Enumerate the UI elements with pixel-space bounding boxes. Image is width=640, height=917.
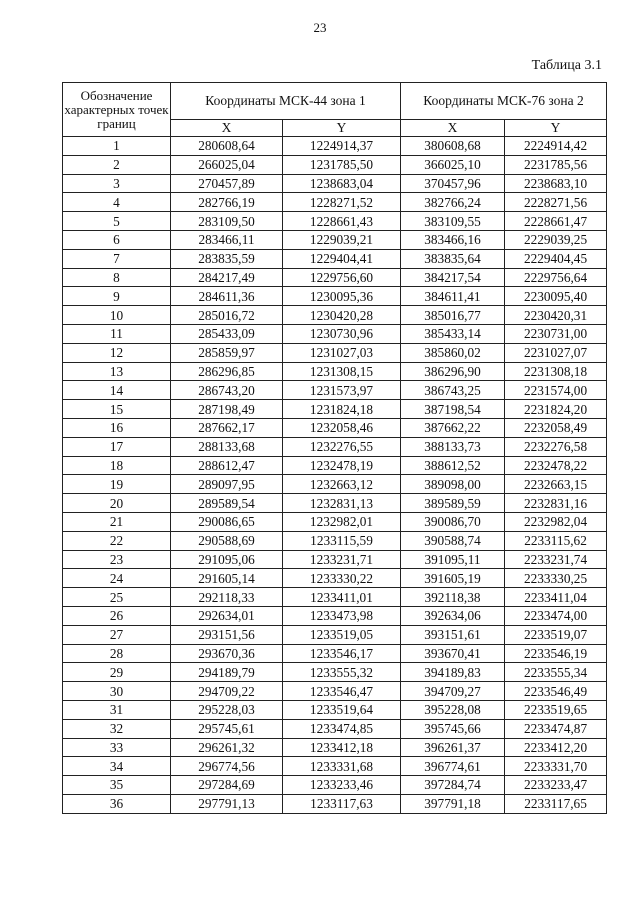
table-row [63,381,607,400]
cell-zone2-x: 383109,55 [401,212,505,231]
cell-zone1-x: 283835,59 [171,249,283,268]
header-zone2: Координаты МСК-76 зона 2 [401,83,607,120]
cell-zone1-y: 1233330,22 [283,569,401,588]
cell-zone2-x: 391605,19 [401,569,505,588]
cell-zone2-x: 387662,22 [401,418,505,437]
header-zone1: Координаты МСК-44 зона 1 [171,83,401,120]
cell-zone1-x: 296261,32 [171,738,283,757]
cell-zone2-x: 388612,52 [401,456,505,475]
cell-zone2-y: 2228661,47 [505,212,607,231]
cell-zone1-y: 1229404,41 [283,249,401,268]
cell-zone1-y: 1232663,12 [283,475,401,494]
table-row [63,494,607,513]
cell-point: 10 [63,306,171,325]
cell-point: 33 [63,738,171,757]
cell-point: 15 [63,400,171,419]
cell-zone1-x: 290086,65 [171,512,283,531]
cell-zone1-y: 1233519,05 [283,625,401,644]
cell-zone1-x: 293151,56 [171,625,283,644]
cell-zone2-x: 383835,64 [401,249,505,268]
cell-zone1-y: 1231308,15 [283,362,401,381]
cell-zone1-y: 1233519,64 [283,700,401,719]
cell-zone1-x: 288612,47 [171,456,283,475]
cell-point: 19 [63,475,171,494]
table-row [63,682,607,701]
cell-zone2-y: 2231308,18 [505,362,607,381]
page-number: 23 [313,20,327,35]
cell-zone1-x: 295228,03 [171,700,283,719]
cell-zone2-y: 2231574,00 [505,381,607,400]
cell-zone2-y: 2229039,25 [505,230,607,249]
cell-zone2-y: 2232058,49 [505,418,607,437]
table-row [63,268,607,287]
cell-zone1-x: 287198,49 [171,400,283,419]
cell-zone2-y: 2232982,04 [505,512,607,531]
cell-zone1-x: 286296,85 [171,362,283,381]
cell-point: 12 [63,343,171,362]
cell-zone1-y: 1233115,59 [283,531,401,550]
cell-zone1-x: 294709,22 [171,682,283,701]
table-row [63,174,607,193]
header-zone1-x: X [171,120,283,137]
table-row [63,324,607,343]
cell-zone2-x: 384217,54 [401,268,505,287]
cell-zone1-x: 291095,06 [171,550,283,569]
cell-zone1-x: 292118,33 [171,588,283,607]
cell-point: 11 [63,324,171,343]
cell-point: 16 [63,418,171,437]
cell-zone1-x: 293670,36 [171,644,283,663]
cell-zone1-x: 285016,72 [171,306,283,325]
table-row [63,719,607,738]
cell-zone2-x: 386296,90 [401,362,505,381]
table-row [63,475,607,494]
cell-zone1-y: 1232831,13 [283,494,401,513]
cell-zone2-x: 366025,10 [401,155,505,174]
cell-zone1-y: 1232058,46 [283,418,401,437]
cell-zone2-y: 2233115,62 [505,531,607,550]
table-row [63,794,607,813]
table-row [63,644,607,663]
cell-point: 30 [63,682,171,701]
cell-zone2-y: 2228271,56 [505,193,607,212]
cell-zone1-y: 1233546,47 [283,682,401,701]
cell-zone2-x: 370457,96 [401,174,505,193]
cell-zone1-y: 1228661,43 [283,212,401,231]
cell-zone1-x: 284611,36 [171,287,283,306]
cell-point: 29 [63,663,171,682]
cell-point: 20 [63,494,171,513]
table-row [63,249,607,268]
cell-zone2-x: 394189,83 [401,663,505,682]
cell-zone2-x: 389098,00 [401,475,505,494]
table-caption: Таблица 3.1 [531,58,602,73]
cell-zone1-y: 1230420,28 [283,306,401,325]
cell-zone2-x: 394709,27 [401,682,505,701]
cell-zone1-y: 1233233,46 [283,776,401,795]
table-row [63,212,607,231]
cell-zone2-y: 2231027,07 [505,343,607,362]
cell-zone1-x: 282766,19 [171,193,283,212]
cell-zone2-x: 385433,14 [401,324,505,343]
table-row [63,456,607,475]
cell-zone1-y: 1233546,17 [283,644,401,663]
cell-zone1-x: 290588,69 [171,531,283,550]
cell-zone2-x: 395745,66 [401,719,505,738]
cell-zone1-y: 1233331,68 [283,757,401,776]
cell-zone2-y: 2224914,42 [505,137,607,156]
coordinates-table [62,82,607,814]
cell-zone2-y: 2238683,10 [505,174,607,193]
cell-zone1-y: 1224914,37 [283,137,401,156]
cell-zone2-y: 2233330,25 [505,569,607,588]
cell-zone2-y: 2232478,22 [505,456,607,475]
cell-zone1-x: 296774,56 [171,757,283,776]
cell-zone2-y: 2233474,00 [505,606,607,625]
table-row [63,362,607,381]
cell-zone1-x: 285433,09 [171,324,283,343]
cell-point: 32 [63,719,171,738]
cell-zone2-y: 2229756,64 [505,268,607,287]
table-row [63,738,607,757]
cell-zone2-y: 2232663,15 [505,475,607,494]
cell-zone1-x: 270457,89 [171,174,283,193]
table-row [63,418,607,437]
header-zone1-y: Y [283,120,401,137]
cell-zone1-x: 287662,17 [171,418,283,437]
table-row [63,437,607,456]
header-zone2-y: Y [505,120,607,137]
cell-zone1-x: 292634,01 [171,606,283,625]
cell-zone1-y: 1233412,18 [283,738,401,757]
table-row [63,550,607,569]
cell-zone1-x: 285859,97 [171,343,283,362]
cell-point: 27 [63,625,171,644]
cell-zone2-y: 2232831,16 [505,494,607,513]
cell-point: 18 [63,456,171,475]
cell-zone2-y: 2230731,00 [505,324,607,343]
cell-zone1-x: 266025,04 [171,155,283,174]
cell-point: 3 [63,174,171,193]
cell-zone1-y: 1229039,21 [283,230,401,249]
cell-zone2-x: 392118,38 [401,588,505,607]
cell-zone2-x: 385016,77 [401,306,505,325]
cell-zone2-y: 2233546,49 [505,682,607,701]
cell-zone2-x: 390086,70 [401,512,505,531]
header-point-label: Обозначение характерных точек границ [63,83,171,137]
table-row [63,569,607,588]
cell-zone1-y: 1238683,04 [283,174,401,193]
cell-zone2-y: 2229404,45 [505,249,607,268]
cell-zone1-y: 1228271,52 [283,193,401,212]
cell-zone2-x: 383466,16 [401,230,505,249]
cell-zone1-x: 283466,11 [171,230,283,249]
cell-zone1-x: 283109,50 [171,212,283,231]
cell-zone1-x: 297284,69 [171,776,283,795]
cell-zone2-y: 2233233,47 [505,776,607,795]
cell-zone2-y: 2233546,19 [505,644,607,663]
cell-zone1-y: 1233555,32 [283,663,401,682]
cell-point: 4 [63,193,171,212]
cell-zone1-x: 297791,13 [171,794,283,813]
cell-zone2-y: 2231785,56 [505,155,607,174]
cell-zone2-y: 2233331,70 [505,757,607,776]
cell-point: 31 [63,700,171,719]
cell-zone2-x: 380608,68 [401,137,505,156]
cell-zone1-y: 1233231,71 [283,550,401,569]
cell-zone2-y: 2233519,07 [505,625,607,644]
cell-point: 8 [63,268,171,287]
cell-point: 24 [63,569,171,588]
cell-zone1-y: 1230095,36 [283,287,401,306]
table-row [63,306,607,325]
table-row [63,193,607,212]
cell-point: 6 [63,230,171,249]
cell-zone1-y: 1233117,63 [283,794,401,813]
cell-zone2-y: 2231824,20 [505,400,607,419]
cell-zone1-y: 1231027,03 [283,343,401,362]
cell-point: 26 [63,606,171,625]
cell-point: 22 [63,531,171,550]
cell-zone1-y: 1233473,98 [283,606,401,625]
cell-zone2-x: 395228,08 [401,700,505,719]
cell-point: 17 [63,437,171,456]
cell-zone1-y: 1232478,19 [283,456,401,475]
cell-zone1-x: 284217,49 [171,268,283,287]
cell-point: 28 [63,644,171,663]
cell-zone1-y: 1230730,96 [283,324,401,343]
cell-zone1-y: 1233411,01 [283,588,401,607]
table-row [63,531,607,550]
cell-zone2-x: 397791,18 [401,794,505,813]
table-row [63,663,607,682]
table-row [63,606,607,625]
cell-point: 2 [63,155,171,174]
cell-zone2-x: 382766,24 [401,193,505,212]
cell-point: 14 [63,381,171,400]
table-row [63,512,607,531]
cell-zone2-x: 393151,61 [401,625,505,644]
cell-zone2-y: 2233555,34 [505,663,607,682]
cell-zone2-x: 386743,25 [401,381,505,400]
cell-zone1-x: 295745,61 [171,719,283,738]
cell-point: 35 [63,776,171,795]
cell-zone2-x: 388133,73 [401,437,505,456]
cell-zone2-x: 387198,54 [401,400,505,419]
cell-zone2-y: 2233117,65 [505,794,607,813]
cell-point: 7 [63,249,171,268]
cell-zone1-x: 289097,95 [171,475,283,494]
cell-zone1-y: 1231785,50 [283,155,401,174]
cell-zone2-x: 396774,61 [401,757,505,776]
table-row [63,776,607,795]
cell-zone2-y: 2230095,40 [505,287,607,306]
table-row [63,343,607,362]
cell-zone2-y: 2233474,87 [505,719,607,738]
cell-zone2-x: 390588,74 [401,531,505,550]
cell-point: 9 [63,287,171,306]
table-row [63,287,607,306]
cell-point: 21 [63,512,171,531]
table-row [63,137,607,156]
cell-zone2-y: 2233411,04 [505,588,607,607]
cell-zone1-y: 1231573,97 [283,381,401,400]
cell-point: 25 [63,588,171,607]
table-row [63,155,607,174]
cell-zone2-x: 392634,06 [401,606,505,625]
table-row [63,400,607,419]
cell-zone1-x: 291605,14 [171,569,283,588]
cell-zone2-y: 2232276,58 [505,437,607,456]
cell-zone1-y: 1232982,01 [283,512,401,531]
table-row [63,588,607,607]
cell-zone2-x: 396261,37 [401,738,505,757]
cell-zone1-x: 286743,20 [171,381,283,400]
cell-zone2-x: 393670,41 [401,644,505,663]
cell-zone2-x: 389589,59 [401,494,505,513]
table-row [63,230,607,249]
cell-zone2-y: 2230420,31 [505,306,607,325]
cell-zone1-y: 1232276,55 [283,437,401,456]
cell-point: 36 [63,794,171,813]
cell-zone1-x: 289589,54 [171,494,283,513]
cell-zone1-y: 1231824,18 [283,400,401,419]
cell-zone1-x: 288133,68 [171,437,283,456]
cell-zone1-x: 280608,64 [171,137,283,156]
table-header [63,83,607,137]
cell-zone1-y: 1229756,60 [283,268,401,287]
cell-zone2-y: 2233519,65 [505,700,607,719]
cell-point: 34 [63,757,171,776]
table-row [63,625,607,644]
table-body [63,137,607,814]
cell-zone1-y: 1233474,85 [283,719,401,738]
cell-zone2-x: 385860,02 [401,343,505,362]
table-row [63,757,607,776]
cell-point: 1 [63,137,171,156]
cell-point: 23 [63,550,171,569]
cell-zone1-x: 294189,79 [171,663,283,682]
cell-zone2-x: 397284,74 [401,776,505,795]
header-zone2-x: X [401,120,505,137]
cell-zone2-y: 2233231,74 [505,550,607,569]
cell-point: 13 [63,362,171,381]
table-row [63,700,607,719]
cell-zone2-x: 384611,41 [401,287,505,306]
cell-point: 5 [63,212,171,231]
cell-zone2-x: 391095,11 [401,550,505,569]
cell-zone2-y: 2233412,20 [505,738,607,757]
